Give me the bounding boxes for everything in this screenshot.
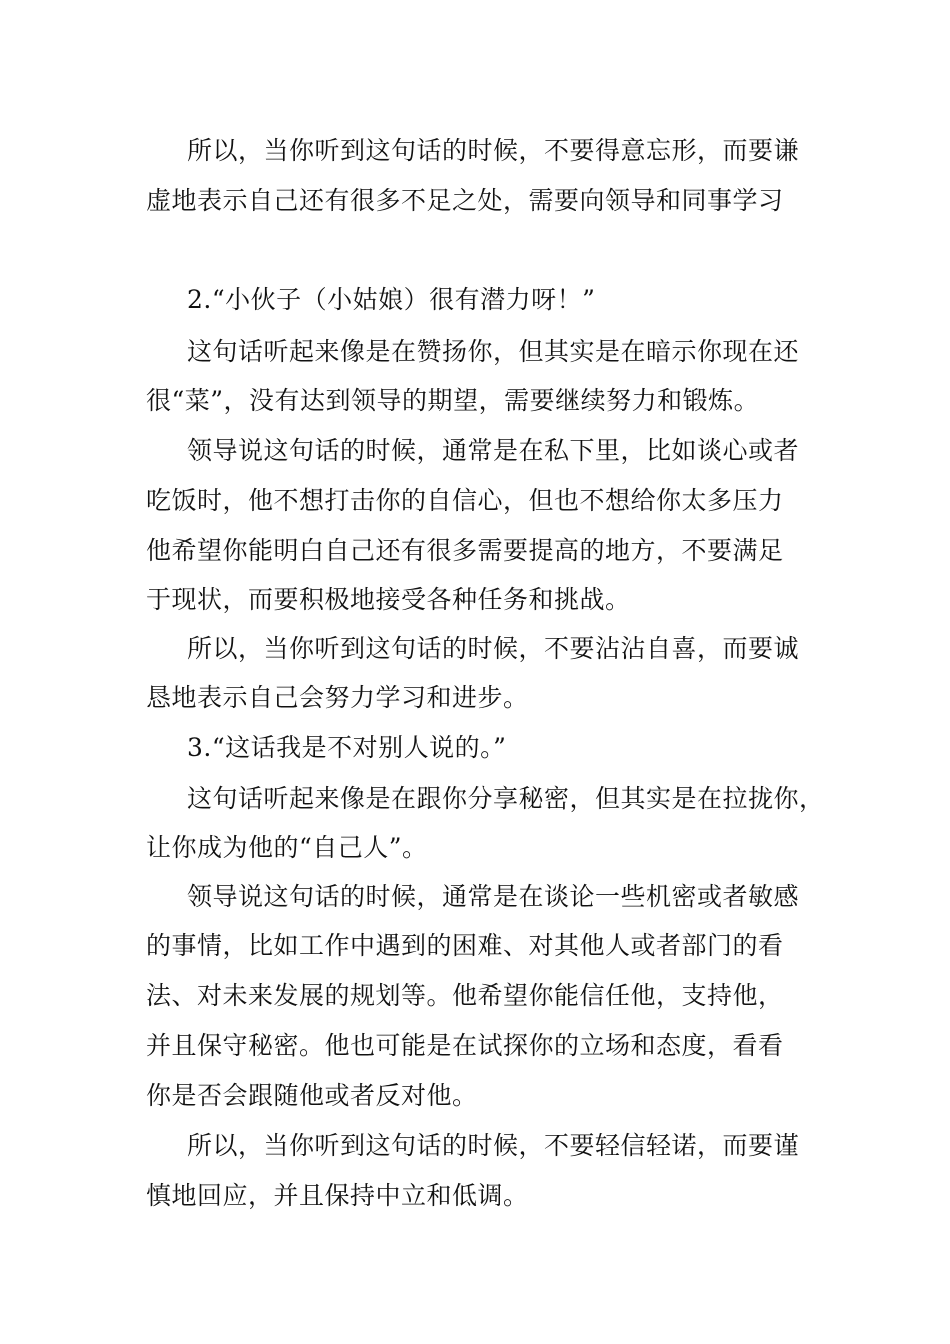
paragraph-line: 所以，当你听到这句话的时候，不要轻信轻诺，而要谨	[187, 1131, 800, 1160]
section-heading-3: 3.“这话我是不对别人说的。”	[187, 733, 507, 762]
paragraph-line: 领导说这句话的时候，通常是在谈论一些机密或者敏感	[187, 882, 800, 911]
paragraph-line: 并且保守秘密。他也可能是在试探你的立场和态度，看看	[146, 1031, 784, 1060]
paragraph-line: 虚地表示自己还有很多不足之处，需要向领导和同事学习	[146, 186, 784, 215]
paragraph-line: 所以，当你听到这句话的时候，不要得意忘形，而要谦	[187, 136, 800, 165]
paragraph-line: 吃饭时，他不想打击你的自信心，但也不想给你太多压力	[146, 486, 784, 515]
paragraph-line: 这句话听起来像是在赞扬你，但其实是在暗示你现在还	[187, 337, 800, 366]
paragraph-line: 让你成为他的“自己人”。	[146, 833, 428, 862]
paragraph-line: 法、对未来发展的规划等。他希望你能信任他，支持他，	[146, 981, 784, 1010]
paragraph-line: 这句话听起来像是在跟你分享秘密，但其实是在拉拢你，	[187, 784, 825, 813]
paragraph-line: 你是否会跟随他或者反对他。	[146, 1081, 478, 1110]
paragraph-line: 的事情，比如工作中遇到的困难、对其他人或者部门的看	[146, 931, 784, 960]
paragraph-line: 很“菜”，没有达到领导的期望，需要继续努力和锻炼。	[146, 386, 760, 415]
paragraph-line: 所以，当你听到这句话的时候，不要沾沾自喜，而要诚	[187, 634, 800, 663]
paragraph-line: 慎地回应，并且保持中立和低调。	[146, 1181, 529, 1210]
paragraph-line: 领导说这句话的时候，通常是在私下里，比如谈心或者	[187, 436, 800, 465]
section-heading-2: 2.“小伙子（小姑娘）很有潜力呀！”	[187, 285, 596, 314]
paragraph-line: 恳地表示自己会努力学习和进步。	[146, 683, 529, 712]
paragraph-line: 于现状，而要积极地接受各种任务和挑战。	[146, 585, 631, 614]
paragraph-line: 他希望你能明白自己还有很多需要提高的地方，不要满足	[146, 536, 784, 565]
